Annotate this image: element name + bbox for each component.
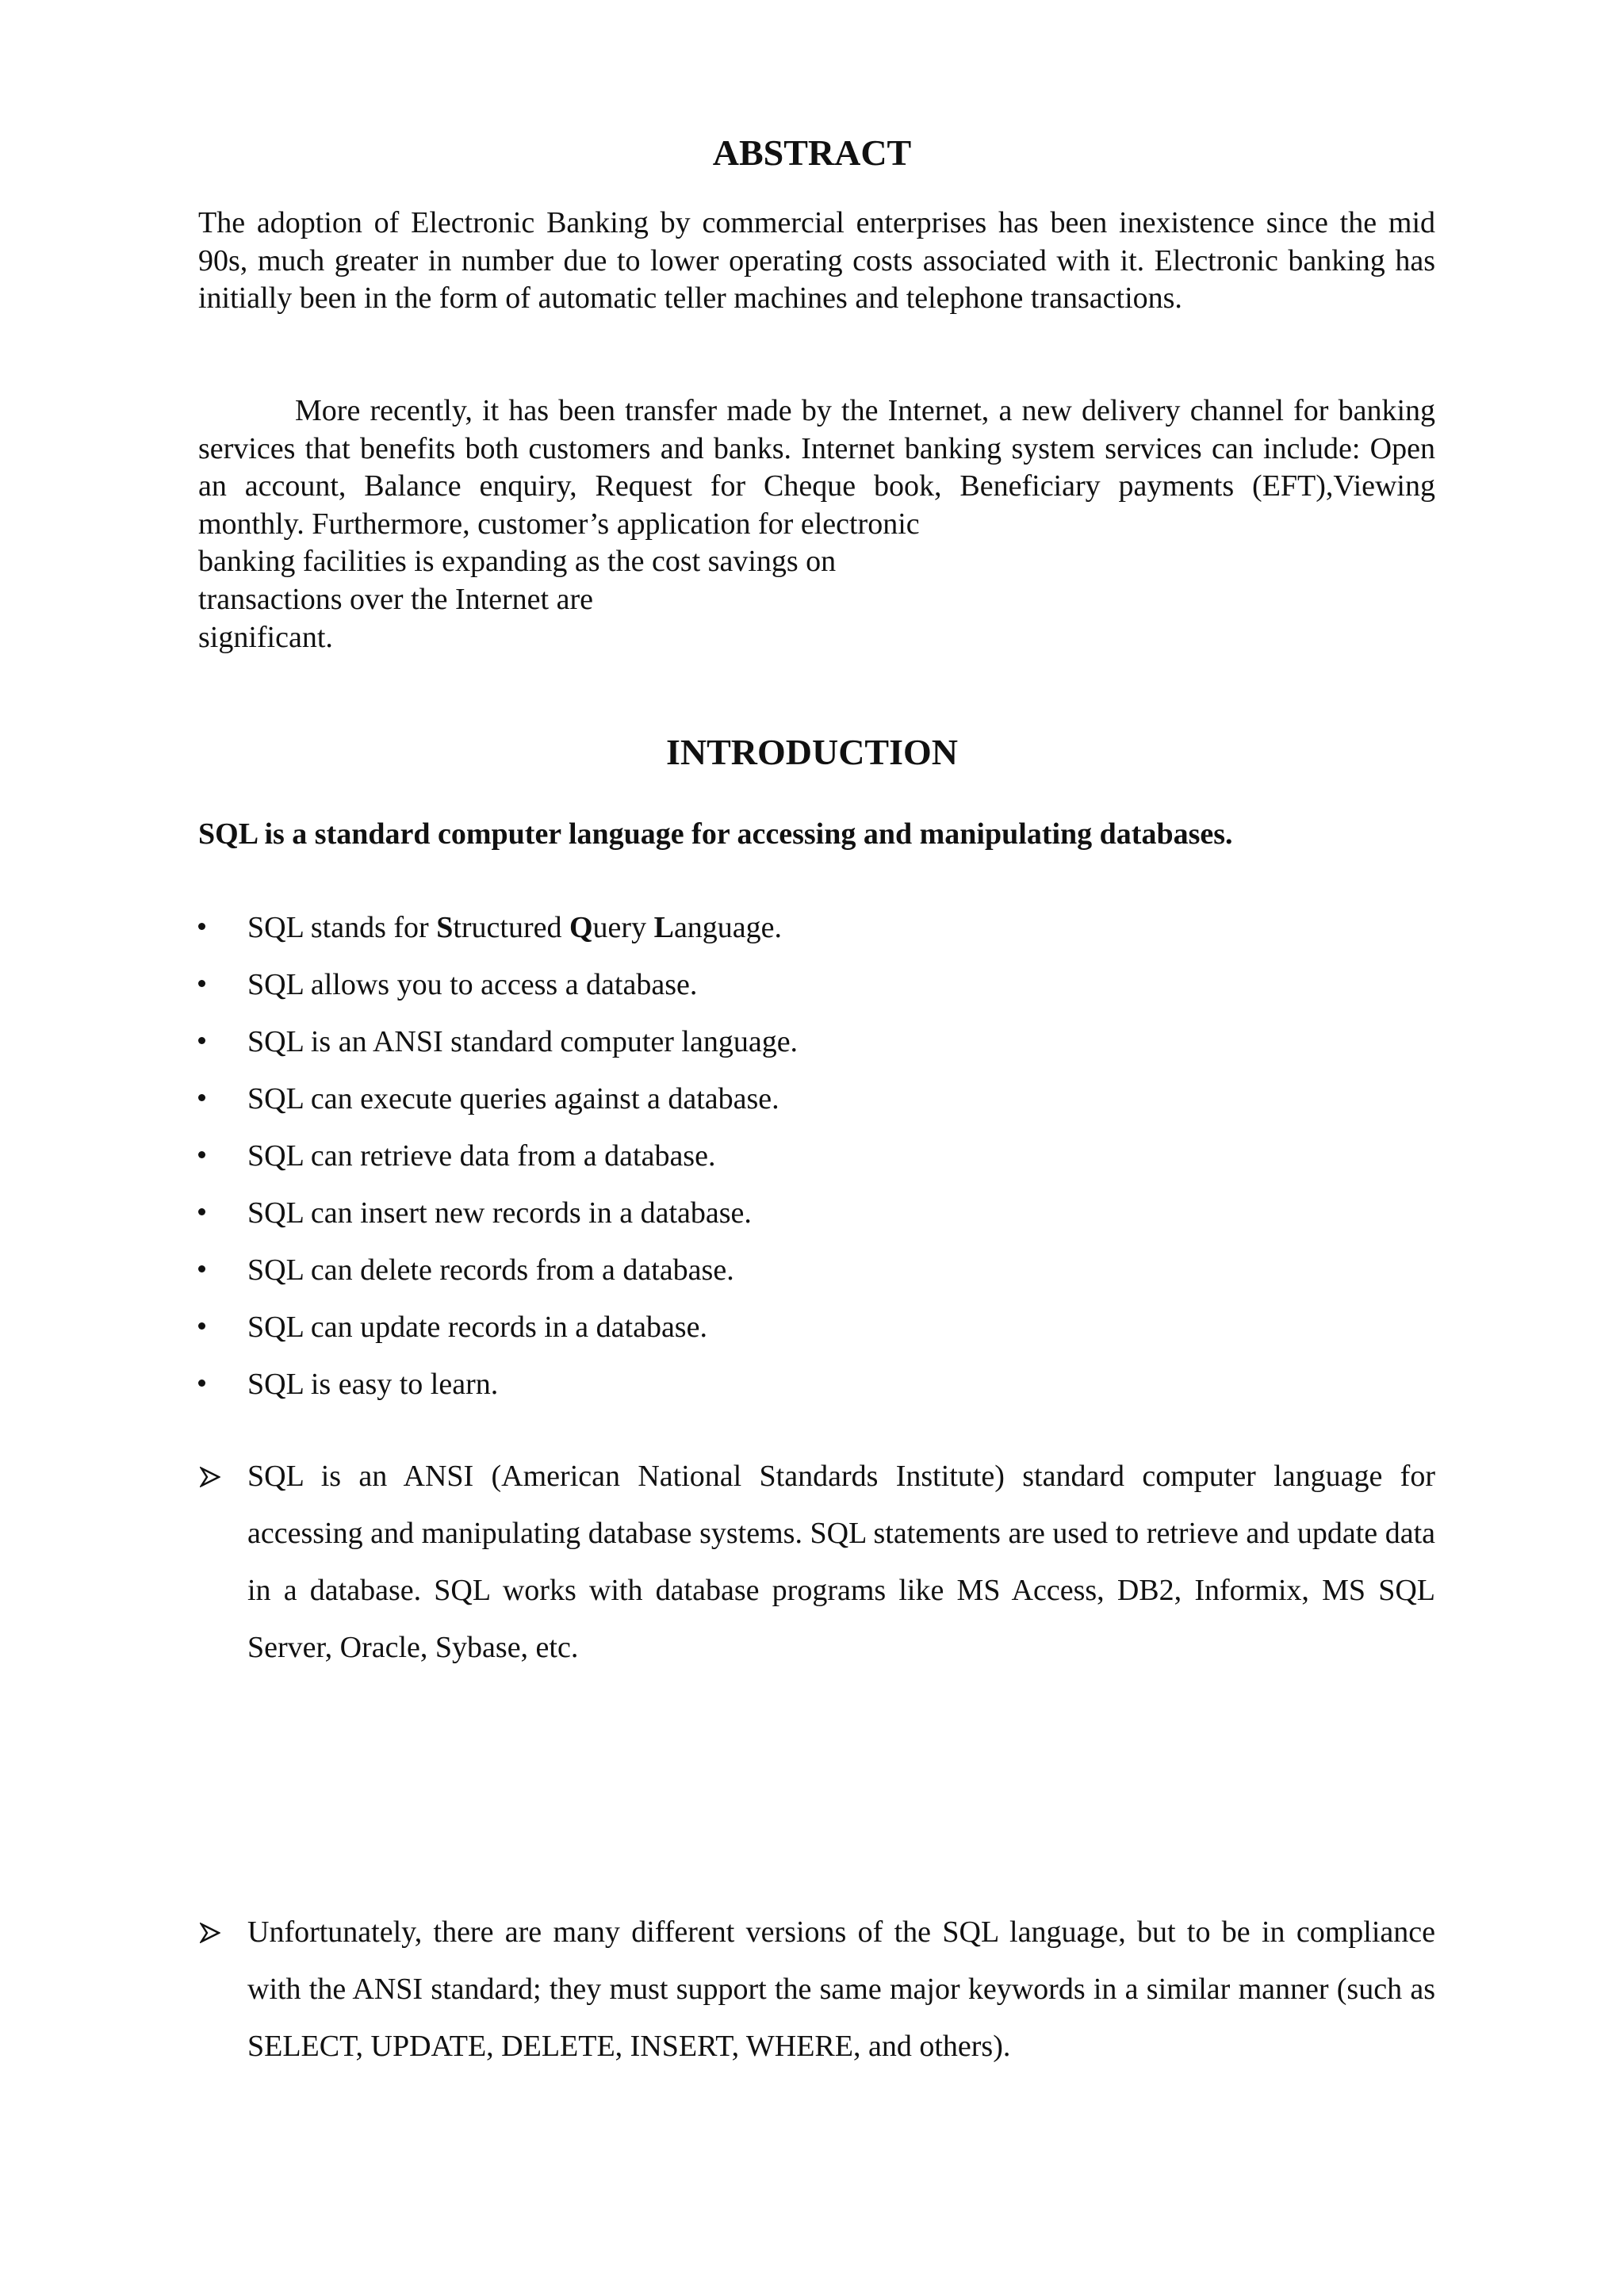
list-item-text: SQL can update records in a database. (247, 1311, 707, 1344)
bullet-dot-icon (198, 1265, 205, 1272)
bullet-dot-icon (198, 1322, 205, 1330)
list-item-text: SQL can retrieve data from a database. (247, 1139, 716, 1173)
list-item-text: SQL is easy to learn. (247, 1368, 499, 1401)
list-item-text: SQL can insert new records in a database. (247, 1196, 752, 1230)
arrow-paragraph-2 (198, 1915, 1435, 2086)
list-item-text: SQL stands for Structured Query Language. (247, 911, 783, 944)
list-item-text: SQL can delete records from a database. (247, 1253, 734, 1287)
abstract-tail-line-2: transactions over the Internet are (198, 583, 593, 616)
abstract-paragraph-1: The adoption of Electronic Banking by commercial enterprises has been inexistence since the mid 90s, much greater in number due to lower operating costs associated with it. Electronic banking has initially been in the form of automatic teller machines and telephone transactions. (198, 206, 1435, 315)
bullet-dot-icon (198, 1037, 205, 1044)
arrow-paragraph-text: SQL is an ANSI (American National Standards Institute) standard computer language for accessing and manipulating database systems. SQL statements are used to retrieve and update data in a database. SQL works with database programs like MS Access, DB2, Informix, MS SQL Server, Oracle, Sybase, etc. (247, 1460, 1435, 1664)
bullet-dot-icon (198, 1208, 205, 1215)
introduction-lead: SQL is a standard computer language for accessing and manipulating databases. (198, 817, 1233, 851)
abstract-paragraph-2-text: More recently, it has been transfer made by the Internet, a new delivery channel for banking services that benefits both customers and banks. Internet banking system services can include: Open an account, Balance enquiry, Request for Cheque book, Beneficiary payments (EFT),Viewing monthly. Furthermore, customer’s application for electronic (198, 394, 1435, 541)
bullet-dot-icon (198, 980, 205, 987)
abstract-tail-line-3: significant. (198, 621, 333, 654)
abstract-tail-line-1: banking facilities is expanding as the cost savings on (198, 545, 837, 578)
bullet-dot-icon (198, 1094, 205, 1101)
arrowhead-bullet-icon (200, 1923, 220, 1943)
abstract-paragraph-2 (198, 392, 1435, 543)
bullet-dot-icon (198, 1380, 205, 1387)
introduction-heading: INTRODUCTION (665, 732, 959, 772)
list-item-text: SQL is an ANSI standard computer language. (247, 1025, 799, 1058)
bullet-dot-icon (198, 1151, 205, 1158)
arrowhead-bullet-icon (200, 1467, 220, 1487)
bullet-dot-icon (198, 923, 205, 930)
arrow-paragraph-1 (198, 1459, 1435, 1687)
list-item-text: SQL can execute queries against a database. (247, 1082, 779, 1115)
list-item-text: SQL allows you to access a database. (247, 968, 698, 1001)
arrow-paragraph-text: Unfortunately, there are many different versions of the SQL language, but to be in compliance with the ANSI standard; they must support the same major keywords in a similar manner (such as SELECT, UPDATE, DELETE, INSERT, WHERE, and others). (247, 1915, 1435, 2063)
abstract-heading: ABSTRACT (712, 132, 912, 173)
